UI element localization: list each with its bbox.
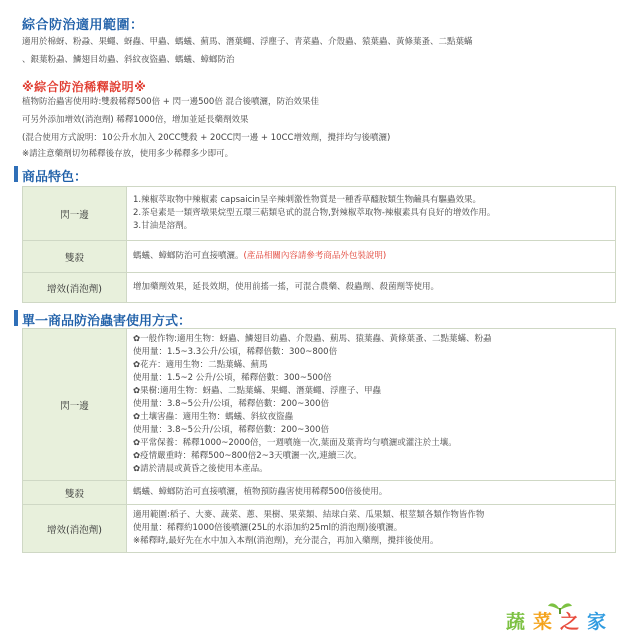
usage-line: ✿平常保養：稀釋1000~2000倍，一週噴施一次,葉面及葉背均勻噴灑或灌注於土壤。 — [133, 438, 457, 448]
dilution-title: ※綜合防治稀釋說明※ — [22, 80, 147, 94]
features-content-cell — [127, 241, 616, 273]
features-line: 3.甘油是溶劑。 — [133, 221, 193, 231]
dilution-line-2: 可另外添加增效(消泡劑) 稀釋1000倍，增加並延長藥劑效果 — [22, 115, 249, 125]
usage-line: ✿請於清晨或黃昏之後使用本產品。 — [133, 464, 268, 474]
dilution-line-4: ※請注意藥劑切勿稀釋後存放，使用多少稀釋多少即可。 — [22, 149, 234, 159]
features-note: (產品相關內容請參考商品外包裝說明) — [243, 251, 387, 261]
usage-line: ※稀釋時,最好先在水中加入本劑(消泡劑)，充分混合，再加入藥劑，攪拌後使用。 — [133, 536, 439, 546]
features-title: 商品特色： — [22, 170, 88, 185]
features-accent-bar — [14, 166, 18, 182]
usage-label-cell: 增效(消泡劑) — [23, 505, 127, 553]
dilution-line-3: (混合使用方式說明：10公升水加入 20CC雙殺 + 20CC閃一邊 + 10CC增效劑，攪拌均勻後噴灑) — [22, 133, 391, 143]
usage-content-cell — [127, 481, 616, 505]
svg-text:之: 之 — [560, 611, 580, 633]
features-line: 1.辣椒萃取物中辣椒素 capsaicin呈辛辣刺激性物質是一種香草醯胺類生物鹼具有驅蟲效果。 — [133, 195, 482, 205]
usage-line: 使用量：3.8~5公升/公頃，稀釋倍數：200~300倍 — [133, 425, 329, 435]
usage-title: 單一商品防治蟲害使用方式： — [22, 314, 192, 329]
svg-text:家: 家 — [587, 611, 607, 633]
usage-row — [23, 505, 616, 553]
features-table — [22, 186, 616, 303]
features-line: 2.茶皂素是一類齊墩果烷型五環三萜類皂甙的混合物,對辣椒萃取物-辣椒素具有良好的增效作用。 — [133, 208, 496, 218]
svg-text:菜: 菜 — [533, 611, 553, 633]
features-label-cell: 雙殺 — [23, 241, 127, 273]
usage-line: 使用量：稀釋約1000倍後噴灑(25L的水添加約25ml的消泡劑)後噴灑。 — [133, 523, 403, 533]
usage-line: 螞蟻、蟑螂防治可直接噴灑，植物預防蟲害使用稀釋500倍後使用。 — [133, 487, 388, 497]
scope-line-1: 適用於棉蚜、粉蝨、果蠅、蚜蟲、甲蟲、螞蟻、薊馬、潛葉蠅、浮塵子、青菜蟲、介殼蟲、猿葉蟲、黃條葉蚤、二點葉蟎 — [22, 37, 473, 47]
usage-line: ✿土壤害蟲：適用生物：螞蟻、斜紋夜盜蟲 — [133, 412, 294, 422]
brand-logo — [500, 598, 620, 634]
usage-row — [23, 329, 616, 481]
usage-content-cell — [127, 329, 616, 481]
features-text: 螞蟻、蟑螂防治可直接噴灑。 — [133, 251, 244, 261]
usage-accent-bar — [14, 310, 18, 326]
usage-label-cell: 閃一邊 — [23, 329, 127, 481]
usage-line: 使用量：1.5~3.3公升/公頃，稀釋倍數：300~800倍 — [133, 347, 338, 357]
dilution-line-1: 植物防治蟲害使用時:雙殺稀釋500倍 + 閃一邊500倍 混合後噴灑，防治效果佳 — [22, 97, 320, 107]
usage-label-cell: 雙殺 — [23, 481, 127, 505]
svg-text:蔬: 蔬 — [506, 611, 526, 633]
features-content-cell: 增加藥劑效果，延長效期，使用前搖一搖，可混合農藥、殺蟲劑、殺菌劑等使用。 — [127, 273, 616, 303]
usage-line: 使用量：3.8~5公升/公頃，稀釋倍數：200~300倍 — [133, 399, 329, 409]
usage-line: 適用範圍:稻子、大麥、蔬菜、蔥、果樹、果菜類、結球白菜、瓜果類、根莖類各類作物皆作物 — [133, 510, 485, 520]
scope-line-2: 、銀葉粉蝨、鱗翅目幼蟲、斜紋夜盜蟲、螞蟻、蟑螂防治 — [22, 55, 235, 65]
usage-line: ✿一般作物:適用生物：蚜蟲、鱗翅目幼蟲、介殼蟲、薊馬、猿葉蟲、黃條葉蚤、二點葉蟎、粉蝨 — [133, 334, 492, 344]
usage-row — [23, 481, 616, 505]
usage-line: ✿花卉：適用生物：二點葉蟎、薊馬 — [133, 360, 268, 370]
features-row — [23, 241, 616, 273]
features-row — [23, 273, 616, 303]
features-row — [23, 187, 616, 241]
scope-title: 綜合防治適用範圍： — [22, 18, 144, 33]
features-content-cell — [127, 187, 616, 241]
usage-line: 使用量：1.5~2 公升/公頃，稀釋倍數：300~500倍 — [133, 373, 332, 383]
usage-line: ✿果樹:適用生物：蚜蟲、二點葉蟎、果蠅、潛葉蠅、浮塵子、甲蟲 — [133, 386, 381, 396]
usage-table — [22, 328, 616, 553]
features-label-cell: 閃一邊 — [23, 187, 127, 241]
features-label-cell: 增效(消泡劑) — [23, 273, 127, 303]
usage-content-cell — [127, 505, 616, 553]
usage-line: ✿疫情嚴重時：稀釋500~800倍2~3天噴灑一次,連續三次。 — [133, 451, 362, 461]
